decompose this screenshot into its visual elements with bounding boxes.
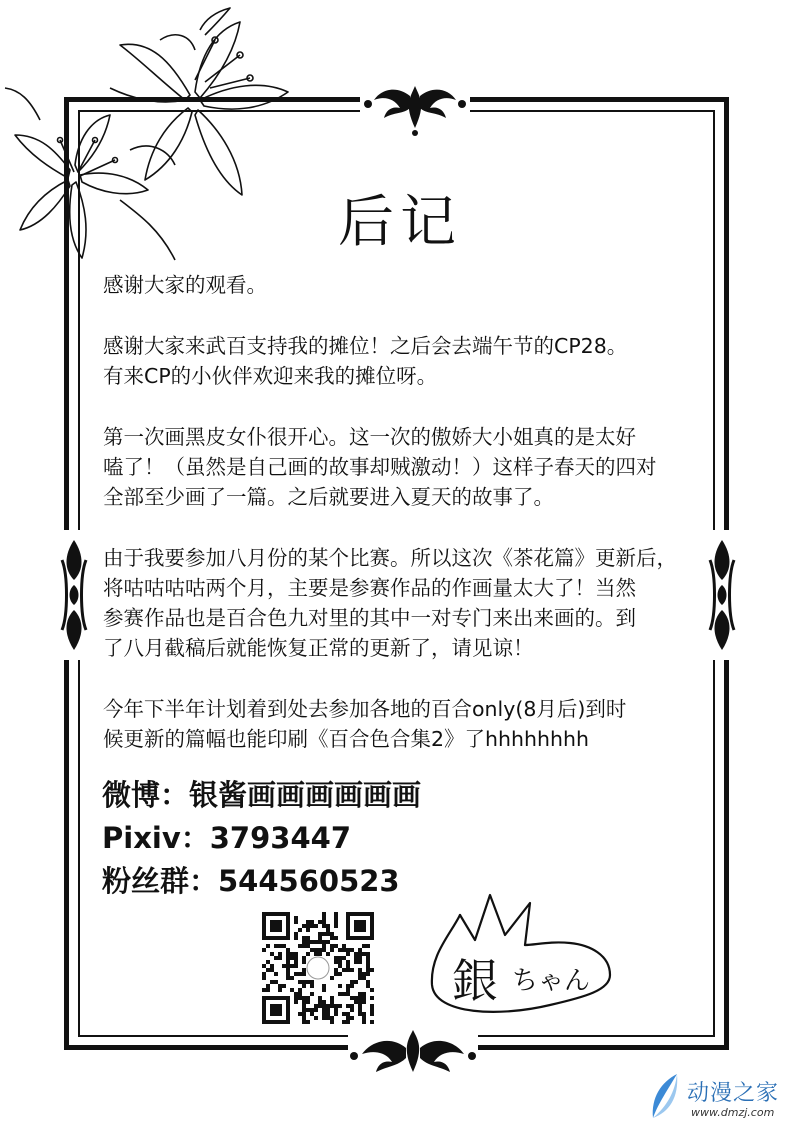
qr-module xyxy=(350,1008,354,1012)
qr-module xyxy=(330,1004,334,1008)
qr-module xyxy=(322,940,326,944)
qr-module xyxy=(354,960,358,964)
qr-module xyxy=(346,952,350,956)
qr-module xyxy=(330,976,334,980)
qr-module xyxy=(314,924,318,928)
qr-module xyxy=(306,944,310,948)
qr-module xyxy=(314,1004,318,1008)
qr-module xyxy=(334,1012,338,1016)
qr-module xyxy=(338,948,342,952)
qr-module xyxy=(318,936,322,940)
qr-module xyxy=(306,924,310,928)
qr-module xyxy=(298,944,302,948)
qr-module xyxy=(338,984,342,988)
afterword-body xyxy=(103,270,713,785)
qr-module xyxy=(310,984,314,988)
text-line: 由于我要参加八月份的某个比赛。所以这次《茶花篇》更新后， xyxy=(103,546,677,570)
qr-module xyxy=(346,992,350,996)
top-ornament xyxy=(360,78,470,138)
qr-module xyxy=(346,948,350,952)
qr-module xyxy=(346,964,350,968)
qr-module xyxy=(302,944,306,948)
qr-module xyxy=(334,972,338,976)
text-line: 有来CP的小伙伴欢迎来我的摊位呀。 xyxy=(103,364,438,388)
qr-module xyxy=(322,988,326,992)
qr-module xyxy=(282,984,286,988)
qr-module xyxy=(266,968,270,972)
qr-module xyxy=(302,1012,306,1016)
paragraph-booth xyxy=(103,331,713,391)
signature-kana: ちゃん xyxy=(512,966,591,996)
qr-module xyxy=(354,956,358,960)
qr-module xyxy=(338,956,342,960)
qr-module xyxy=(294,960,298,964)
qr-module xyxy=(322,1008,326,1012)
qr-module xyxy=(334,1008,338,1012)
qr-module xyxy=(298,972,302,976)
qr-module xyxy=(370,1004,374,1008)
qr-module xyxy=(306,940,310,944)
qr-module xyxy=(326,924,330,928)
qr-module xyxy=(334,956,338,960)
qr-module xyxy=(338,964,342,968)
qr-module xyxy=(362,952,366,956)
fans-group-contact: 粉丝群：544560523 xyxy=(102,864,400,898)
qr-module xyxy=(354,980,358,984)
qr-module xyxy=(302,996,306,1000)
qr-module xyxy=(282,944,286,948)
paragraph-maid xyxy=(103,422,713,512)
signature-illustration xyxy=(420,885,620,1025)
qr-module xyxy=(310,992,314,996)
qr-module xyxy=(318,932,322,936)
qr-module xyxy=(330,1000,334,1004)
qr-module xyxy=(358,1000,362,1004)
qr-module xyxy=(370,968,374,972)
qr-module xyxy=(270,968,274,972)
qr-module xyxy=(326,952,330,956)
qr-module xyxy=(302,940,306,944)
qr-module xyxy=(362,976,366,980)
qr-module xyxy=(334,912,338,916)
qr-module xyxy=(302,968,306,972)
qr-module xyxy=(302,1000,306,1004)
qr-module xyxy=(350,1016,354,1020)
qr-module xyxy=(302,984,306,988)
qr-module xyxy=(362,1000,366,1004)
qr-module xyxy=(270,952,274,956)
qr-module xyxy=(354,996,358,1000)
qr-module xyxy=(298,980,302,984)
text-line: 今年下半年计划着到处去参加各地的百合only(8月后)到时 xyxy=(103,697,627,721)
qr-module xyxy=(318,948,322,952)
qr-module xyxy=(322,948,326,952)
qr-module xyxy=(318,1000,322,1004)
qr-module xyxy=(334,920,338,924)
text-line: 嗑了！（虽然是自己画的故事却贼激动！）这样子春天的四对 xyxy=(103,455,657,479)
qr-module xyxy=(298,992,302,996)
qr-module xyxy=(278,944,282,948)
qr-module xyxy=(370,1012,374,1016)
qr-module xyxy=(310,940,314,944)
qr-module xyxy=(326,1008,330,1012)
qr-module xyxy=(362,972,366,976)
qr-module xyxy=(358,976,362,980)
qr-module xyxy=(322,1016,326,1020)
qr-module xyxy=(310,980,314,984)
qr-module xyxy=(302,1004,306,1008)
qr-module xyxy=(294,972,298,976)
qr-module xyxy=(370,996,374,1000)
text-line: 了八月截稿后就能恢复正常的更新了，请见谅！ xyxy=(103,636,534,660)
qr-module xyxy=(334,924,338,928)
qr-module xyxy=(286,952,290,956)
qr-module xyxy=(302,980,306,984)
qr-module xyxy=(306,1000,310,1004)
qr-finder-pattern xyxy=(354,920,366,932)
qr-module xyxy=(302,1008,306,1012)
qr-module xyxy=(346,1012,350,1016)
qr-module xyxy=(270,964,274,968)
qr-module xyxy=(334,1004,338,1008)
qr-module xyxy=(294,956,298,960)
qr-finder-pattern xyxy=(270,920,282,932)
qr-module xyxy=(306,980,310,984)
qr-module xyxy=(338,1004,342,1008)
qr-module xyxy=(346,1004,350,1008)
qr-module xyxy=(262,948,266,952)
qr-module xyxy=(366,952,370,956)
qr-module xyxy=(314,1016,318,1020)
qr-module xyxy=(366,980,370,984)
qr-module xyxy=(298,988,302,992)
qr-module xyxy=(322,1004,326,1008)
text-line: 将咕咕咕咕两个月，主要是参赛作品的作画量太大了！当然 xyxy=(103,576,636,600)
qr-module xyxy=(330,948,334,952)
qr-module xyxy=(358,996,362,1000)
qr-module xyxy=(342,968,346,972)
qr-module xyxy=(278,952,282,956)
qr-module xyxy=(266,984,270,988)
qr-module xyxy=(318,996,322,1000)
qr-module xyxy=(358,960,362,964)
qr-module xyxy=(334,968,338,972)
qr-module xyxy=(262,972,266,976)
qr-module xyxy=(326,1012,330,1016)
qr-module xyxy=(354,1000,358,1004)
qr-module xyxy=(266,944,270,948)
qr-module xyxy=(366,972,370,976)
qr-module xyxy=(294,952,298,956)
qr-module xyxy=(318,952,322,956)
qr-module xyxy=(330,936,334,940)
qr-module xyxy=(314,948,318,952)
qr-module xyxy=(338,960,342,964)
qr-module xyxy=(342,948,346,952)
qr-module xyxy=(370,1020,374,1024)
qr-module xyxy=(266,988,270,992)
qr-module xyxy=(318,940,322,944)
qr-module xyxy=(306,928,310,932)
qr-module xyxy=(334,936,338,940)
watermark-name: 动漫之家 xyxy=(687,1081,780,1106)
qr-module xyxy=(366,964,370,968)
qr-module xyxy=(322,1000,326,1004)
qr-module xyxy=(346,960,350,964)
qr-module xyxy=(342,944,346,948)
text-line: 感谢大家的观看。 xyxy=(103,273,267,297)
qr-module xyxy=(346,968,350,972)
qr-module xyxy=(366,960,370,964)
qr-module xyxy=(322,944,326,948)
paragraph-hiatus xyxy=(103,543,713,663)
qr-module xyxy=(346,1016,350,1020)
qr-module xyxy=(290,976,294,980)
weibo-contact: 微博：银酱画画画画画画 xyxy=(102,778,422,812)
qr-module xyxy=(310,924,314,928)
qr-module xyxy=(306,1020,310,1024)
signature-kanji: 銀 xyxy=(452,954,498,1008)
qr-module xyxy=(290,964,294,968)
qr-module xyxy=(342,1020,346,1024)
qr-module xyxy=(346,984,350,988)
qr-module xyxy=(278,988,282,992)
qr-module xyxy=(366,984,370,988)
qr-module xyxy=(322,920,326,924)
qr-module xyxy=(302,1020,306,1024)
qr-module xyxy=(286,968,290,972)
bottom-ornament xyxy=(348,1024,478,1082)
qr-module xyxy=(314,952,318,956)
left-ornament xyxy=(58,530,90,660)
watermark-url: www.dmzj.com xyxy=(691,1106,775,1119)
qr-module xyxy=(302,924,306,928)
qr-module xyxy=(342,992,346,996)
qr-module xyxy=(346,1020,350,1024)
qr-module xyxy=(298,928,302,932)
qr-module xyxy=(294,920,298,924)
qr-module xyxy=(314,1008,318,1012)
qr-module xyxy=(294,996,298,1000)
qr-module xyxy=(306,920,310,924)
qr-module xyxy=(366,944,370,948)
pixiv-contact: Pixiv：3793447 xyxy=(102,821,351,855)
qr-module xyxy=(358,972,362,976)
qr-module xyxy=(350,996,354,1000)
qr-module xyxy=(362,1012,366,1016)
qr-module xyxy=(286,964,290,968)
qr-module xyxy=(358,1008,362,1012)
qr-module xyxy=(294,992,298,996)
qr-module xyxy=(362,1016,366,1020)
qr-module xyxy=(330,944,334,948)
text-line: 候更新的篇幅也能印刷《百合色合集2》了hhhhhhhh xyxy=(103,727,589,751)
qr-module xyxy=(310,1012,314,1016)
qr-module xyxy=(322,932,326,936)
qr-module xyxy=(326,1016,330,1020)
qr-module xyxy=(286,956,290,960)
text-line: 第一次画黑皮女仆很开心。这一次的傲娇大小姐真的是太好 xyxy=(103,425,636,449)
qr-module xyxy=(338,972,342,976)
qr-module xyxy=(358,956,362,960)
qr-module xyxy=(310,948,314,952)
qr-module xyxy=(286,948,290,952)
qr-module xyxy=(290,952,294,956)
qr-module xyxy=(302,956,306,960)
qr-module xyxy=(302,936,306,940)
qr-module xyxy=(330,996,334,1000)
qr-module xyxy=(362,1020,366,1024)
qr-module xyxy=(294,936,298,940)
qr-module xyxy=(366,956,370,960)
qr-module xyxy=(370,988,374,992)
qr-module xyxy=(334,960,338,964)
qr-module xyxy=(302,1016,306,1020)
qr-module xyxy=(270,980,274,984)
qr-module xyxy=(326,1004,330,1008)
qr-module xyxy=(294,916,298,920)
qr-module xyxy=(358,992,362,996)
qr-module xyxy=(286,976,290,980)
qr-module xyxy=(286,960,290,964)
qr-module xyxy=(262,976,266,980)
text-line: 全部至少画了一篇。之后就要进入夏天的故事了。 xyxy=(103,485,554,509)
qr-module xyxy=(358,968,362,972)
qr-module xyxy=(322,916,326,920)
qr-module xyxy=(298,996,302,1000)
qr-module xyxy=(262,964,266,968)
qr-module xyxy=(362,996,366,1000)
qr-module xyxy=(266,960,270,964)
qr-module xyxy=(334,916,338,920)
qr-module xyxy=(278,956,282,960)
qr-module xyxy=(330,1020,334,1024)
qr-module xyxy=(282,964,286,968)
qr-module xyxy=(318,920,322,924)
qr-module xyxy=(350,968,354,972)
qr-module xyxy=(334,944,338,948)
qr-module xyxy=(326,940,330,944)
qr-module xyxy=(338,992,342,996)
qr-module xyxy=(314,940,318,944)
qr-module xyxy=(350,980,354,984)
qr-module xyxy=(362,992,366,996)
paragraph-thanks xyxy=(103,270,713,300)
qr-module xyxy=(358,1012,362,1016)
qr-module xyxy=(342,956,346,960)
qr-module xyxy=(322,924,326,928)
qr-module xyxy=(286,972,290,976)
qr-module xyxy=(330,1016,334,1020)
qr-module xyxy=(262,988,266,992)
qr-module xyxy=(310,1008,314,1012)
qr-module xyxy=(306,952,310,956)
text-line: 参赛作品也是百合色九对里的其中一对专门来出来画的。到 xyxy=(103,606,636,630)
qr-module xyxy=(322,1012,326,1016)
qr-module xyxy=(322,984,326,988)
qr-module xyxy=(278,984,282,988)
qr-module xyxy=(358,952,362,956)
qr-module xyxy=(294,1000,298,1004)
qr-module xyxy=(330,932,334,936)
qr-module xyxy=(306,1008,310,1012)
text-line: 感谢大家来武百支持我的摊位！之后会去端午节的CP28。 xyxy=(103,334,628,358)
qr-module xyxy=(274,956,278,960)
contact-info xyxy=(102,774,421,903)
qr-center-avatar xyxy=(307,957,329,979)
page-title: 后记 xyxy=(338,190,462,255)
qr-module xyxy=(274,980,278,984)
qr-module xyxy=(358,948,362,952)
qr-module xyxy=(274,972,278,976)
qr-module xyxy=(326,928,330,932)
site-watermark xyxy=(645,1070,795,1128)
qr-module xyxy=(346,988,350,992)
qr-module xyxy=(274,944,278,948)
qr-module xyxy=(318,1004,322,1008)
qr-module xyxy=(310,920,314,924)
qr-finder-pattern xyxy=(270,1004,282,1016)
qr-module xyxy=(290,988,294,992)
qr-module xyxy=(290,956,294,960)
qr-module xyxy=(350,1004,354,1008)
qr-module xyxy=(362,944,366,948)
qr-module xyxy=(366,968,370,972)
qr-module xyxy=(302,960,306,964)
qr-module xyxy=(370,1008,374,1012)
qr-module xyxy=(306,936,310,940)
qr-module xyxy=(302,972,306,976)
qr-module xyxy=(342,1012,346,1016)
qr-module xyxy=(294,932,298,936)
qr-module xyxy=(298,1012,302,1016)
qr-code xyxy=(262,912,374,1024)
qr-module xyxy=(358,1004,362,1008)
qr-module xyxy=(294,964,298,968)
qr-module xyxy=(350,984,354,988)
feather-logo-icon xyxy=(647,1072,685,1122)
qr-module xyxy=(322,912,326,916)
qr-module xyxy=(326,932,330,936)
qr-module xyxy=(350,948,354,952)
qr-module xyxy=(306,996,310,1000)
paragraph-plans xyxy=(103,694,713,754)
qr-module xyxy=(354,952,358,956)
